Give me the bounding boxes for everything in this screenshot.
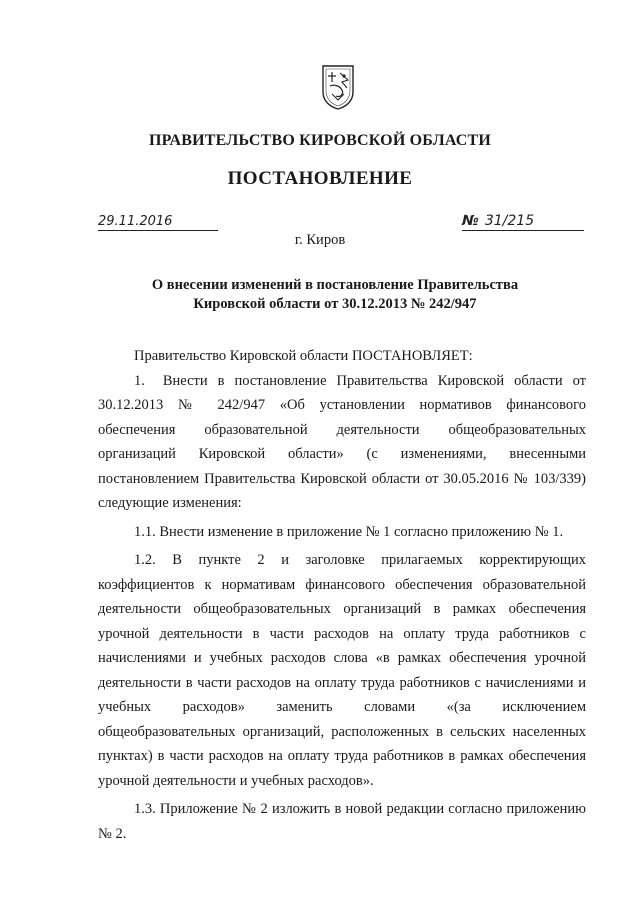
document-type: ПОСТАНОВЛЕНИЕ <box>227 168 413 189</box>
subpoint-1-3: 1.3. Приложение № 2 изложить в новой редакции согласно приложению № 2. <box>98 801 586 842</box>
kirov-oblast-coat-of-arms-icon <box>320 64 356 110</box>
point-1 <box>98 369 586 516</box>
title-line-1: О внесении изменений в постановление Правительства <box>151 277 519 293</box>
number-sign: № <box>462 213 479 229</box>
intro-paragraph: Правительство Кировской области ПОСТАНОВЛЯЕТ: <box>134 348 473 364</box>
point-1-number: 1. <box>134 372 145 389</box>
document-date: 29.11.2016 <box>98 214 218 231</box>
point-1-text: Внести в постановление Правительства Кировской области от 30.12.2013 № 242/947 «Об установлении нормативов финансового обеспечения образовательной деятельности общеобразовательных организаций Кировской области» (с изменениями, внесенными постановлением Правительства Кировской области от 30.05.2016 № 103/339) следующие изменения: <box>98 372 586 511</box>
title-line-2: Кировской области от 30.12.2013 № 242/947 <box>193 296 477 312</box>
number-value: 31/215 <box>484 213 535 229</box>
organization-name: ПРАВИТЕЛЬСТВО КИРОВСКОЙ ОБЛАСТИ <box>148 132 492 149</box>
document-title <box>120 276 550 314</box>
subpoint-1-2: 1.2. В пункте 2 и заголовке прилагаемых корректирующих коэффициентов к нормативам финансового обеспечения образовательной деятельности общеобразовательных организаций в рамках обеспечения урочной деятельности в части расходов на оплату труда работников с начислениями и учебных расходов слова «в рамках обеспечения урочной деятельности в части расходов на оплату труда работников с начислениями и учебных расходов» заменить словами «(за исключением общеобразовательных организаций, расположенных в сельских населенных пунктах) в части расходов на оплату труда работников в рамках обеспечения урочной деятельности и учебных расходов». <box>98 552 586 789</box>
city: г. Киров <box>294 232 346 248</box>
document-number <box>462 212 584 231</box>
subpoint-1-1: 1.1. Внести изменение в приложение № 1 согласно приложению № 1. <box>134 523 564 540</box>
document-body <box>98 344 586 850</box>
